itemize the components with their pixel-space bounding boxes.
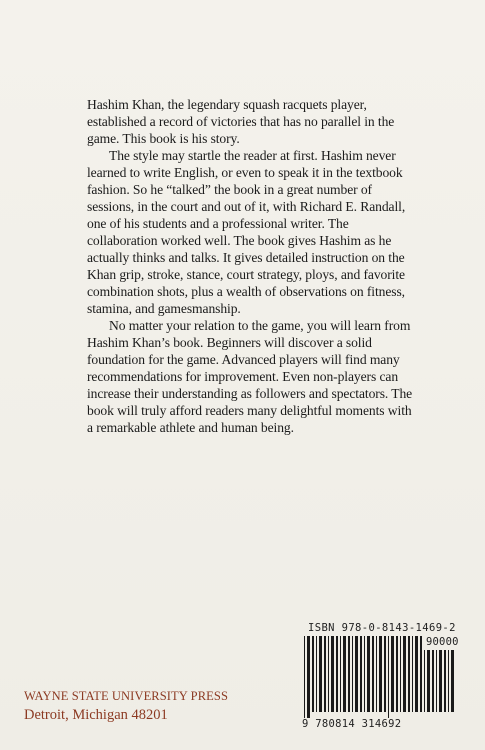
barcode-bar xyxy=(403,636,406,712)
barcode-bar xyxy=(415,636,418,712)
ean-barcode xyxy=(304,636,424,720)
barcode-bar xyxy=(427,650,430,712)
isbn-barcode-block xyxy=(300,622,460,732)
barcode-bar xyxy=(424,650,425,712)
barcode-bar xyxy=(391,636,394,712)
blurb-paragraph-3: No matter your relation to the game, you will learn from Hashim Khan’s book. Beginners will discover a solid foundation for the game. Advanced players will find many recommendations for improvement. Even non-players can increase their understanding as followers and spectators. The book will truly afford readers many delightful moments with a remarkable athlete and human being. xyxy=(87,318,413,435)
publisher-name: WAYNE STATE UNIVERSITY PRESS xyxy=(24,689,229,703)
price-barcode xyxy=(424,650,458,720)
barcode-bar xyxy=(324,636,326,712)
price-code: 90000 xyxy=(426,636,459,648)
barcode-bar xyxy=(379,636,382,712)
ean-digits: 9 780814 314692 xyxy=(302,718,402,730)
barcode-bar xyxy=(408,636,410,712)
barcode-bar xyxy=(340,636,341,712)
barcode-bar xyxy=(444,650,446,712)
barcode-bar xyxy=(331,636,334,712)
barcode-bar xyxy=(348,636,350,712)
barcode-bar xyxy=(388,636,389,718)
publisher-city: Detroit, Michigan 48201 xyxy=(24,707,168,723)
barcode-bar xyxy=(304,636,305,718)
barcode-bar xyxy=(451,650,454,712)
barcode-bar xyxy=(316,636,317,712)
blurb-paragraph-1: Hashim Khan, the legendary squash racquets player, established a record of victories that has no parallel in the game. This book is his story. xyxy=(87,97,395,146)
barcode-bar xyxy=(376,636,377,712)
barcode-bar xyxy=(436,650,437,712)
barcode-bar xyxy=(448,650,449,712)
barcode-bar xyxy=(360,636,362,712)
blurb-paragraph-2: The style may startle the reader at first. Hashim never learned to write English, or even to speak it in the textbook fashion. So he “talked” the book in a great number of sessions, in the court and out of it, with Richard E. Randall, one of his students and a professional writer. The collaboration worked well. The book gives Hashim as he actually thinks and talks. It gives detailed instruction on the Khan grip, stroke, stance, court strategy, ploys, and favorite combination shots, plus a wealth of observations on fitness, stamina, and gamesmanship. xyxy=(87,148,406,316)
barcode-bar xyxy=(439,650,442,712)
barcode-bar xyxy=(432,650,434,712)
barcode-bar xyxy=(372,636,374,712)
barcode-bar xyxy=(343,636,346,712)
barcode-bar xyxy=(412,636,413,712)
barcode-bar xyxy=(384,636,386,712)
barcode-bar xyxy=(364,636,365,712)
barcode-bar xyxy=(367,636,370,712)
barcode-bar xyxy=(328,636,329,712)
isbn-number: ISBN 978-0-8143-1469-2 xyxy=(308,622,456,634)
barcode-bar xyxy=(352,636,353,712)
barcode-bar xyxy=(400,636,401,712)
barcode-bar xyxy=(307,636,310,718)
cover-blurb xyxy=(87,96,417,436)
barcode-bar xyxy=(396,636,398,712)
barcode-bar xyxy=(312,636,314,712)
barcode-bar xyxy=(319,636,322,712)
barcode-bar xyxy=(355,636,358,712)
publisher-imprint xyxy=(24,689,228,725)
barcode-bar xyxy=(420,636,422,712)
barcode-bar xyxy=(336,636,338,712)
